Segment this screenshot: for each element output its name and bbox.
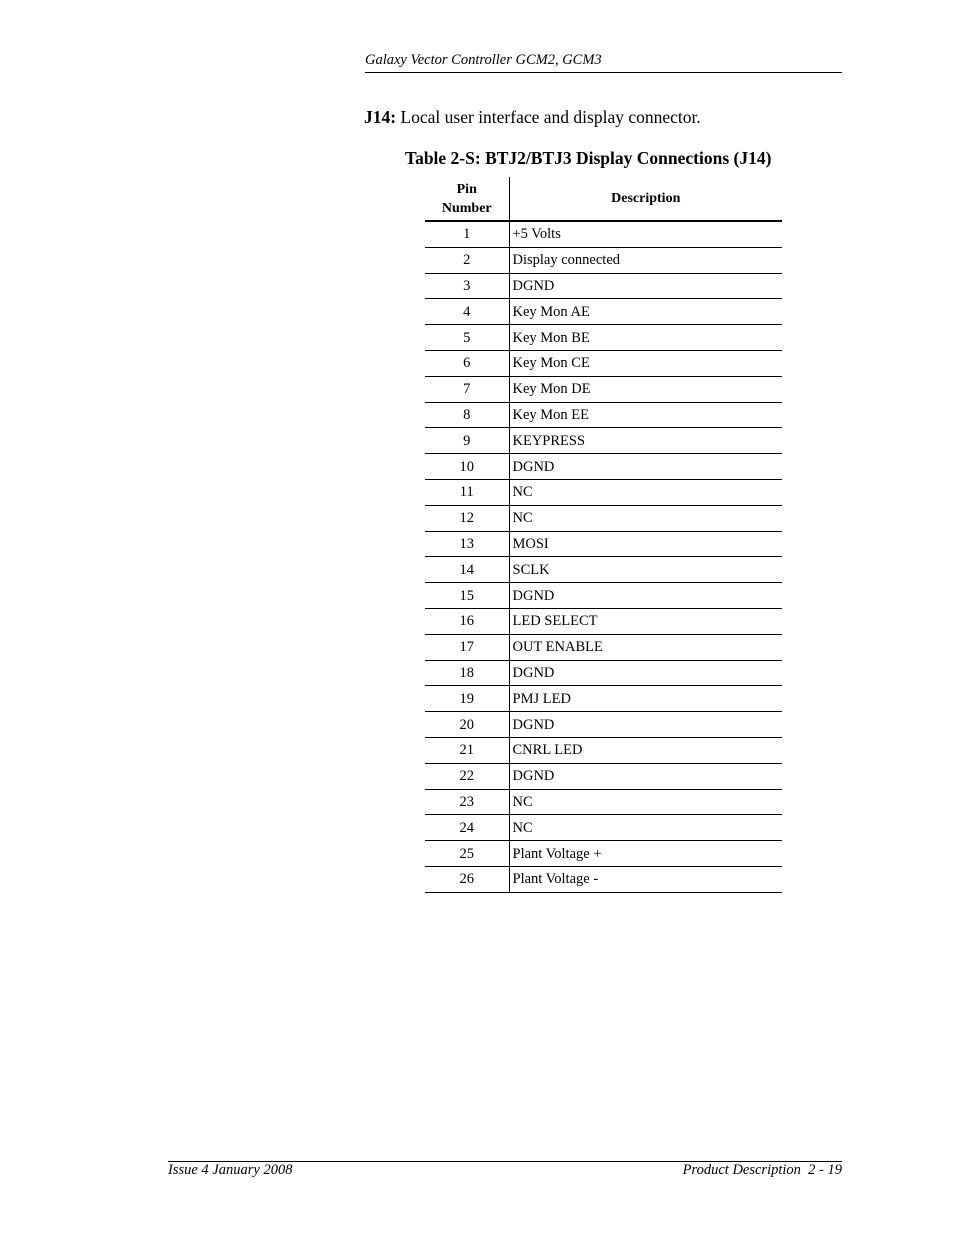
pin-description-cell: OUT ENABLE bbox=[509, 634, 782, 660]
pin-table bbox=[425, 177, 782, 893]
table-row bbox=[425, 634, 782, 660]
pin-number-cell: 7 bbox=[425, 376, 509, 402]
table-row bbox=[425, 531, 782, 557]
pin-description-cell: PMJ LED bbox=[509, 686, 782, 712]
pin-description-cell: Key Mon CE bbox=[509, 350, 782, 376]
pin-number-cell: 12 bbox=[425, 505, 509, 531]
table-row bbox=[425, 841, 782, 867]
pin-description-cell: DGND bbox=[509, 763, 782, 789]
table-caption: Table 2-S: BTJ2/BTJ3 Display Connections (J14) bbox=[405, 148, 772, 168]
pin-description-cell: NC bbox=[509, 505, 782, 531]
header-rule bbox=[365, 72, 842, 73]
table-row bbox=[425, 789, 782, 815]
pin-table-body bbox=[425, 221, 782, 892]
pin-number-cell: 16 bbox=[425, 608, 509, 634]
pin-description-cell: DGND bbox=[509, 712, 782, 738]
table-row bbox=[425, 247, 782, 273]
pin-description-cell: SCLK bbox=[509, 557, 782, 583]
table-row bbox=[425, 325, 782, 351]
pin-description-cell: Plant Voltage + bbox=[509, 841, 782, 867]
table-row bbox=[425, 221, 782, 247]
pin-description-cell: +5 Volts bbox=[509, 221, 782, 247]
pin-number-cell: 14 bbox=[425, 557, 509, 583]
pin-number-cell: 5 bbox=[425, 325, 509, 351]
pin-description-cell: Key Mon EE bbox=[509, 402, 782, 428]
pin-number-cell: 24 bbox=[425, 815, 509, 841]
table-row bbox=[425, 712, 782, 738]
table-row bbox=[425, 376, 782, 402]
pin-number-cell: 4 bbox=[425, 299, 509, 325]
pin-description-cell: KEYPRESS bbox=[509, 428, 782, 454]
table-row bbox=[425, 350, 782, 376]
pin-description-cell: Plant Voltage - bbox=[509, 866, 782, 892]
pin-description-cell: NC bbox=[509, 479, 782, 505]
footer-issue: Issue 4 January 2008 bbox=[168, 1162, 293, 1178]
pin-number-cell: 8 bbox=[425, 402, 509, 428]
table-row bbox=[425, 299, 782, 325]
table-header-row bbox=[425, 177, 782, 221]
pin-description-cell: MOSI bbox=[509, 531, 782, 557]
pin-description-cell: NC bbox=[509, 789, 782, 815]
pin-description-cell: DGND bbox=[509, 273, 782, 299]
pin-number-cell: 10 bbox=[425, 454, 509, 480]
pin-number-cell: 22 bbox=[425, 763, 509, 789]
table-row bbox=[425, 273, 782, 299]
connector-id: J14: bbox=[364, 107, 397, 127]
table-row bbox=[425, 454, 782, 480]
pin-description-cell: NC bbox=[509, 815, 782, 841]
table-row bbox=[425, 479, 782, 505]
table-row bbox=[425, 866, 782, 892]
pin-number-header bbox=[425, 177, 509, 221]
pin-header-line1: Pin bbox=[456, 181, 477, 197]
table-row bbox=[425, 583, 782, 609]
pin-number-cell: 11 bbox=[425, 479, 509, 505]
pin-description-cell: Key Mon DE bbox=[509, 376, 782, 402]
table-row bbox=[425, 660, 782, 686]
table-row bbox=[425, 557, 782, 583]
pin-description-cell: DGND bbox=[509, 660, 782, 686]
pin-number-cell: 25 bbox=[425, 841, 509, 867]
pin-number-cell: 18 bbox=[425, 660, 509, 686]
connector-intro bbox=[364, 107, 701, 128]
description-header: Description bbox=[509, 177, 782, 221]
running-header: Galaxy Vector Controller GCM2, GCM3 bbox=[365, 52, 602, 68]
pin-description-cell: DGND bbox=[509, 454, 782, 480]
connector-description: Local user interface and display connector. bbox=[396, 107, 701, 127]
table-row bbox=[425, 402, 782, 428]
pin-number-cell: 26 bbox=[425, 866, 509, 892]
pin-description-cell: Key Mon AE bbox=[509, 299, 782, 325]
table-row bbox=[425, 737, 782, 763]
table-row bbox=[425, 815, 782, 841]
pin-description-cell: CNRL LED bbox=[509, 737, 782, 763]
table-row bbox=[425, 505, 782, 531]
pin-number-cell: 15 bbox=[425, 583, 509, 609]
pin-number-cell: 23 bbox=[425, 789, 509, 815]
table-row bbox=[425, 763, 782, 789]
table-row bbox=[425, 608, 782, 634]
pin-number-cell: 1 bbox=[425, 221, 509, 247]
footer-page-label: Product Description 2 - 19 bbox=[682, 1162, 842, 1178]
pin-description-cell: Display connected bbox=[509, 247, 782, 273]
pin-number-cell: 17 bbox=[425, 634, 509, 660]
pin-description-cell: DGND bbox=[509, 583, 782, 609]
pin-number-cell: 3 bbox=[425, 273, 509, 299]
pin-number-cell: 21 bbox=[425, 737, 509, 763]
pin-description-cell: LED SELECT bbox=[509, 608, 782, 634]
pin-number-cell: 20 bbox=[425, 712, 509, 738]
pin-description-cell: Key Mon BE bbox=[509, 325, 782, 351]
pin-header-line2: Number bbox=[441, 200, 492, 216]
pin-number-cell: 13 bbox=[425, 531, 509, 557]
pin-number-cell: 9 bbox=[425, 428, 509, 454]
pin-number-cell: 2 bbox=[425, 247, 509, 273]
table-row bbox=[425, 428, 782, 454]
pin-number-cell: 6 bbox=[425, 350, 509, 376]
table-row bbox=[425, 686, 782, 712]
pin-number-cell: 19 bbox=[425, 686, 509, 712]
